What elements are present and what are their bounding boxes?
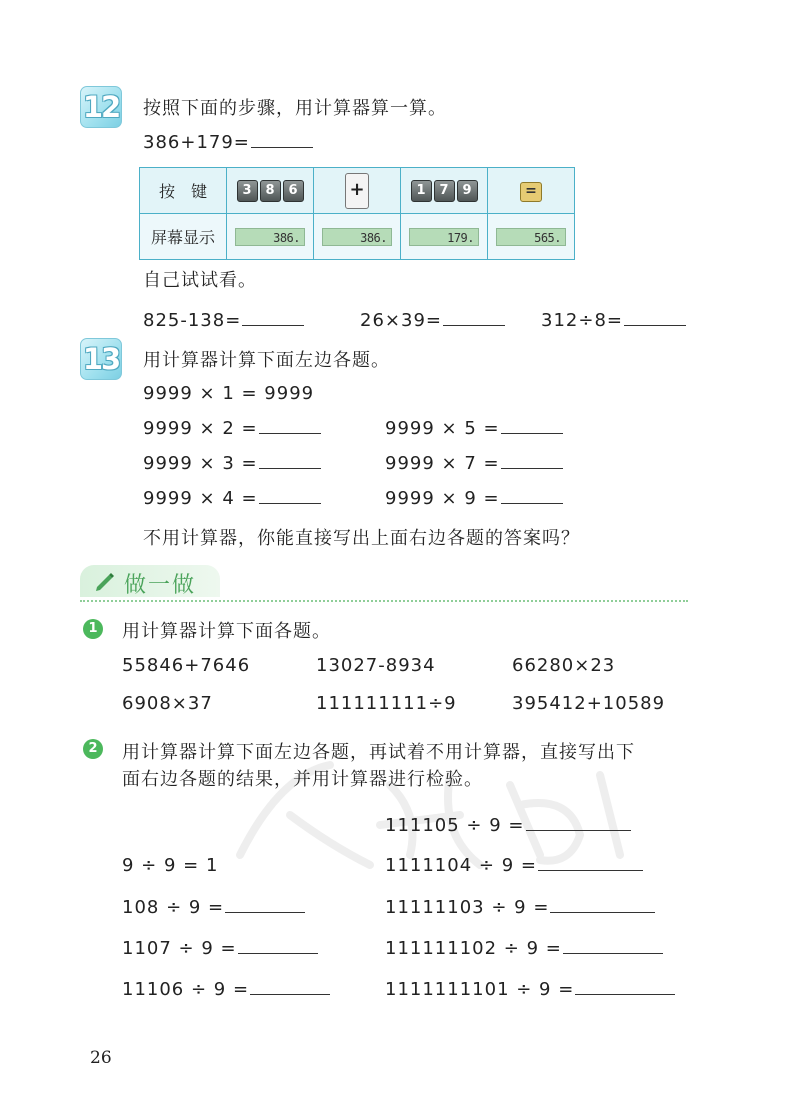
expression: 9999 × 5 = xyxy=(385,418,500,439)
ex2-left-first: 9 ÷ 9 = 1 xyxy=(122,855,219,876)
try-item-3 xyxy=(541,310,686,331)
answer-blank xyxy=(526,816,631,831)
expression: 9999 × 9 = xyxy=(385,488,500,509)
p13-left-1 xyxy=(143,418,321,439)
key-3: 3 xyxy=(237,180,258,202)
ex1-item: 55846+7646 xyxy=(122,655,251,676)
ex2-left-3 xyxy=(122,979,330,1000)
p13-right-3 xyxy=(385,488,563,509)
p13-first-line: 9999 × 1 = 9999 xyxy=(143,383,315,404)
ex2-right-5 xyxy=(385,979,675,1000)
expression: 1111111101 ÷ 9 = xyxy=(385,979,575,1000)
answer-blank xyxy=(251,133,313,148)
answer-blank xyxy=(250,980,330,995)
try-item-1 xyxy=(143,310,304,331)
calculator-screen: 386. xyxy=(322,228,392,246)
answer-blank xyxy=(501,454,563,469)
ex2-right-4 xyxy=(385,938,663,959)
calculator-steps-table xyxy=(139,167,575,260)
expression: 9999 × 4 = xyxy=(143,488,258,509)
expression: 825-138= xyxy=(143,310,242,331)
answer-blank xyxy=(259,489,321,504)
key-equals: = xyxy=(520,182,542,202)
example-expression: 386+179= xyxy=(143,132,250,153)
expression: 108 ÷ 9 = xyxy=(122,897,225,918)
key-9: 9 xyxy=(457,180,478,202)
answer-blank xyxy=(501,489,563,504)
answer-blank xyxy=(238,939,318,954)
calculator-screen: 386. xyxy=(235,228,305,246)
answer-blank xyxy=(501,419,563,434)
problem-13-instruction: 用计算器计算下面左边各题。 xyxy=(143,350,390,371)
screen-cell-2 xyxy=(314,214,401,260)
key-group-equals xyxy=(488,168,575,214)
problem-12-instruction: 按照下面的步骤，用计算器算一算。 xyxy=(143,98,447,119)
expression: 11106 ÷ 9 = xyxy=(122,979,250,1000)
keys-row xyxy=(140,168,575,214)
p13-right-1 xyxy=(385,418,563,439)
key-8: 8 xyxy=(260,180,281,202)
key-group-179 xyxy=(401,168,488,214)
answer-blank xyxy=(443,311,505,326)
answer-blank xyxy=(225,898,305,913)
expression: 11111103 ÷ 9 = xyxy=(385,897,550,918)
expression: 111111102 ÷ 9 = xyxy=(385,938,562,959)
key-6: 6 xyxy=(283,180,304,202)
exercise-2-marker: 2 xyxy=(83,739,103,759)
pencil-icon xyxy=(94,571,116,591)
problem-12-badge: 12 xyxy=(80,86,122,128)
ex1-item: 6908×37 xyxy=(122,693,213,714)
ex2-right-3 xyxy=(385,897,655,918)
expression: 9999 × 7 = xyxy=(385,453,500,474)
expression: 9999 × 2 = xyxy=(143,418,258,439)
answer-blank xyxy=(550,898,655,913)
calculator-screen: 565. xyxy=(496,228,566,246)
expression: 1107 ÷ 9 = xyxy=(122,938,237,959)
expression: 9999 × 3 = xyxy=(143,453,258,474)
answer-blank xyxy=(259,419,321,434)
exercise-1-marker: 1 xyxy=(83,619,103,639)
answer-blank xyxy=(259,454,321,469)
key-plus: + xyxy=(345,173,369,209)
try-item-2 xyxy=(360,310,505,331)
page-number: 26 xyxy=(90,1048,112,1068)
ex1-item: 111111111÷9 xyxy=(316,693,457,714)
expression: 26×39= xyxy=(360,310,442,331)
key-1: 1 xyxy=(411,180,432,202)
p13-left-2 xyxy=(143,453,321,474)
ex1-item: 13027-8934 xyxy=(316,655,436,676)
screen-cell-1 xyxy=(227,214,314,260)
exercise-1-instruction: 用计算器计算下面各题。 xyxy=(122,621,331,642)
expression: 111105 ÷ 9 = xyxy=(385,815,525,836)
ex2-left-2 xyxy=(122,938,318,959)
keys-row-label: 按 键 xyxy=(140,168,227,214)
p13-left-3 xyxy=(143,488,321,509)
practice-title: 做一做 xyxy=(124,573,197,598)
ex2-right-1 xyxy=(385,815,631,836)
answer-blank xyxy=(242,311,304,326)
p13-right-2 xyxy=(385,453,563,474)
screen-row xyxy=(140,214,575,260)
try-it-text: 自己试试看。 xyxy=(143,270,257,291)
key-group-386 xyxy=(227,168,314,214)
key-group-plus xyxy=(314,168,401,214)
expression: 312÷8= xyxy=(541,310,623,331)
answer-blank xyxy=(624,311,686,326)
p13-question: 不用计算器，你能直接写出上面右边各题的答案吗？ xyxy=(143,528,580,549)
expression: 1111104 ÷ 9 = xyxy=(385,855,537,876)
screen-cell-3 xyxy=(401,214,488,260)
screen-cell-4 xyxy=(488,214,575,260)
key-7: 7 xyxy=(434,180,455,202)
answer-blank xyxy=(575,980,675,995)
dotted-divider xyxy=(80,600,688,602)
ex2-left-1 xyxy=(122,897,305,918)
ex2-right-2 xyxy=(385,855,643,876)
exercise-2-instruction-line2: 面右边各题的结果，并用计算器进行检验。 xyxy=(122,769,483,790)
screen-row-label: 屏幕显示 xyxy=(140,214,227,260)
exercise-2-instruction-line1: 用计算器计算下面左边各题，再试着不用计算器，直接写出下 xyxy=(122,742,635,763)
problem-13-badge: 13 xyxy=(80,338,122,380)
problem-12-example xyxy=(143,132,313,153)
answer-blank xyxy=(563,939,663,954)
ex1-item: 66280×23 xyxy=(512,655,616,676)
answer-blank xyxy=(538,856,643,871)
ex1-item: 395412+10589 xyxy=(512,693,666,714)
calculator-screen: 179. xyxy=(409,228,479,246)
